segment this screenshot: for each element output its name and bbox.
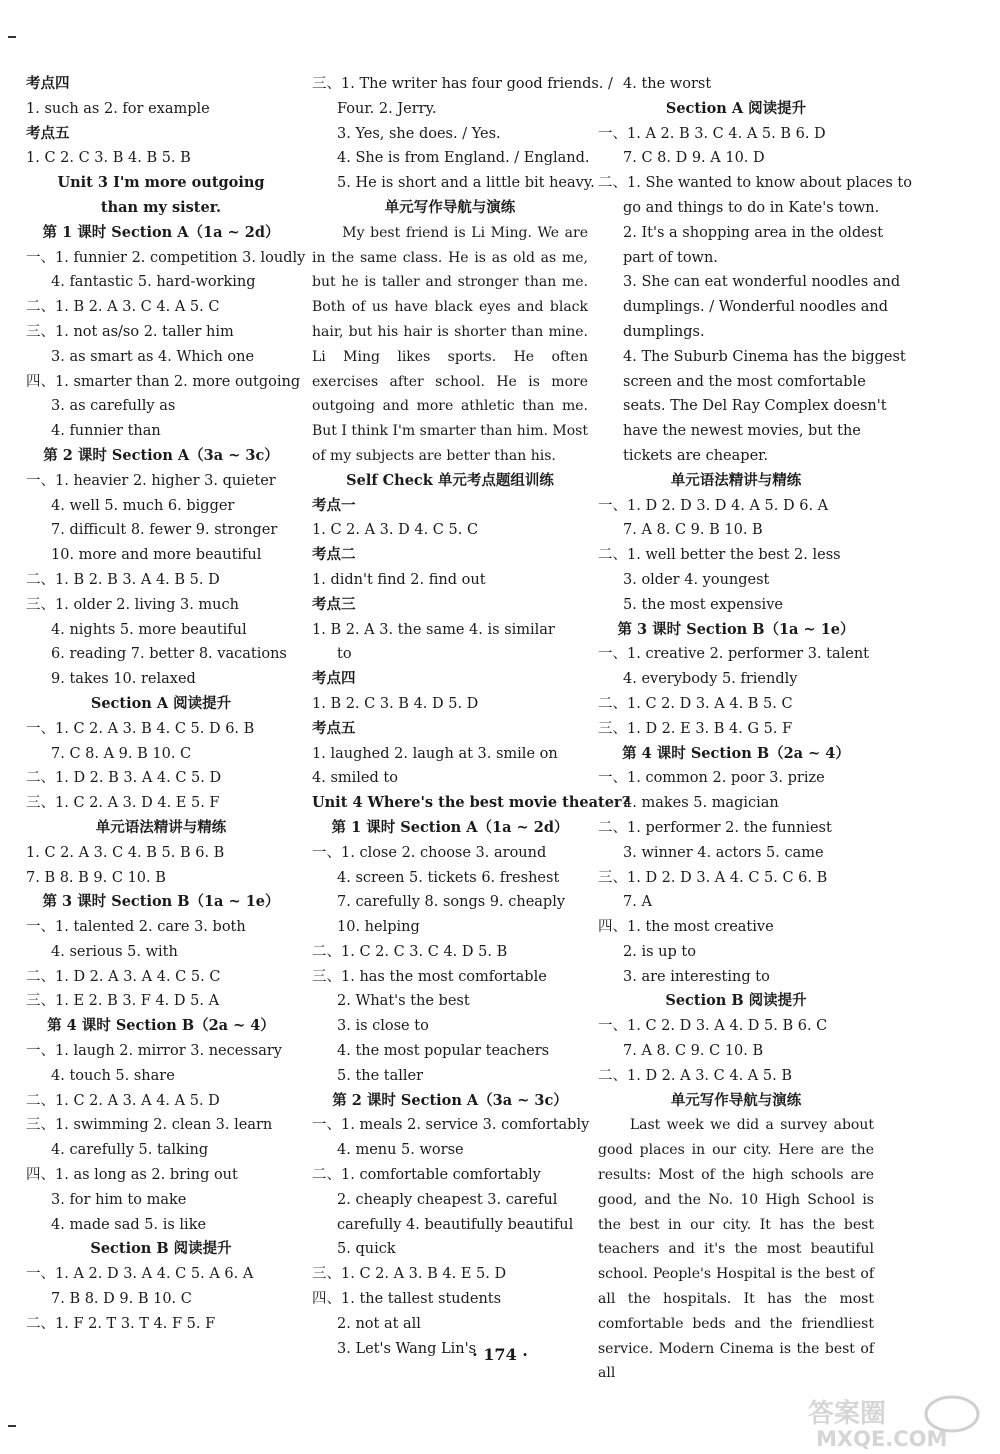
answer-line: 4. nights 5. more beautiful: [51, 621, 247, 638]
answer-line: 三、1. C 2. A 3. B 4. E 5. D: [312, 1266, 507, 1283]
answer-line: 三、1. older 2. living 3. much: [26, 596, 239, 613]
answer-line: 4. smiled to: [312, 770, 398, 787]
answer-line: 4. made sad 5. is like: [51, 1216, 207, 1233]
answer-line: 7. A: [623, 894, 652, 911]
section-heading: 考点五: [26, 124, 70, 142]
answer-line: 二、1. B 2. B 3. A 4. B 5. D: [26, 571, 220, 588]
section-heading: 考点四: [26, 75, 70, 92]
answer-line: 2. cheaply cheapest 3. careful: [337, 1191, 558, 1208]
answer-line: 三、1. not as/so 2. taller him: [26, 323, 234, 340]
answer-line: 一、1. heavier 2. higher 3. quieter: [26, 472, 276, 489]
answer-line: 5. He is short and a little bit heavy.: [337, 175, 595, 192]
answer-line: 四、1. the most creative: [598, 919, 774, 936]
answer-line: 4. the most popular teachers: [337, 1043, 550, 1060]
answer-line: Four. 2. Jerry.: [337, 100, 437, 117]
middle-column: [312, 72, 631, 1361]
answer-line: 二、1. well better the best 2. less: [598, 547, 841, 564]
answer-line: 1. C 2. A 3. C 4. B 5. B 6. B: [26, 844, 225, 861]
answer-line: carefully 4. beautifully beautiful: [337, 1216, 574, 1233]
answer-line: 7. A 8. C 9. B 10. B: [623, 522, 763, 539]
answer-line: seats. The Del Ray Complex doesn't: [623, 398, 887, 415]
answer-line: 3. Yes, she does. / Yes.: [337, 125, 501, 142]
section-heading: 第 3 课时 Section B（1a ~ 1e）: [42, 893, 280, 911]
answer-line: 1. C 2. C 3. B 4. B 5. B: [26, 150, 191, 167]
answer-line: 一、1. C 2. A 3. B 4. C 5. D 6. B: [26, 720, 255, 737]
answer-line: 二、1. D 2. A 3. C 4. A 5. B: [598, 1067, 792, 1084]
section-heading: 第 1 课时 Section A（1a ~ 2d）: [331, 818, 569, 836]
page-number: · 174 ·: [472, 1345, 528, 1364]
answer-line: 3. as smart as 4. Which one: [51, 348, 255, 365]
answer-line: 4. She is from England. / England.: [337, 150, 590, 167]
answer-line: 一、1. A 2. D 3. A 4. C 5. A 6. A: [26, 1266, 254, 1283]
answer-line: 二、1. B 2. A 3. C 4. A 5. C: [26, 299, 220, 316]
answer-line: 1. didn't find 2. find out: [312, 571, 486, 588]
section-heading: Unit 3 I'm more outgoing: [57, 174, 265, 192]
answer-line: 一、1. creative 2. performer 3. talent: [598, 646, 870, 663]
answer-line: 一、1. close 2. choose 3. around: [312, 844, 547, 861]
answer-line: 一、1. funnier 2. competition 3. loudly: [26, 249, 306, 266]
answer-line: 3. older 4. youngest: [623, 571, 770, 588]
answer-line: to: [337, 646, 352, 663]
answer-line: 4. carefully 5. talking: [51, 1142, 209, 1159]
answer-line: 7. C 8. A 9. B 10. C: [51, 745, 192, 762]
section-heading: 考点四: [312, 670, 356, 688]
section-heading: 考点二: [312, 546, 356, 564]
section-heading: Unit 4 Where's the best movie theater?: [312, 794, 631, 812]
answer-line: 3. for him to make: [51, 1191, 187, 1208]
answer-line: 3. winner 4. actors 5. came: [623, 844, 824, 861]
essay-paragraph: Last week we did a survey about good places in our city. Here are the results: Most of the high schools are good, and the No. 10 High School is the best in our city. It has the best teachers and it's the most beautiful school. People's Hospital is the best of all the hospitals. It has the most comfortable beds and the friendliest service. Modern Cinema is the best of all: [598, 1117, 874, 1382]
answer-line: 6. reading 7. better 8. vacations: [51, 646, 287, 663]
answer-line: 二、1. performer 2. the funniest: [598, 819, 832, 836]
answer-line: 三、1. swimming 2. clean 3. learn: [26, 1117, 273, 1134]
answer-line: dumplings. / Wonderful noodles and: [623, 299, 889, 316]
answer-line: 1. B 2. A 3. the same 4. is similar: [312, 621, 555, 638]
answer-line: 4. serious 5. with: [51, 943, 178, 960]
answer-line: 2. It's a shopping area in the oldest: [623, 224, 884, 241]
section-heading: Section B 阅读提升: [90, 1240, 232, 1258]
section-heading: 考点三: [312, 595, 356, 613]
watermark-text: 答案圈: [808, 1399, 887, 1429]
answer-line: 1. C 2. A 3. D 4. C 5. C: [312, 522, 479, 539]
section-heading: Section A 阅读提升: [90, 694, 232, 712]
answer-line: 二、1. D 2. A 3. A 4. C 5. C: [26, 968, 221, 985]
section-heading: Section B 阅读提升: [665, 992, 807, 1010]
answer-line: 2. is up to: [623, 943, 696, 960]
answer-line: 三、1. D 2. D 3. A 4. C 5. C 6. B: [598, 869, 828, 886]
section-heading: 第 3 课时 Section B（1a ~ 1e）: [617, 620, 855, 638]
answer-line: 9. takes 10. relaxed: [51, 671, 196, 688]
section-heading: 单元写作导航与演练: [384, 198, 516, 216]
section-heading: Self Check 单元考点题组训练: [346, 471, 554, 489]
answer-line: 三、1. E 2. B 3. F 4. D 5. A: [26, 993, 220, 1010]
right-column: [598, 72, 912, 1386]
section-heading: 考点五: [312, 719, 356, 737]
section-heading: 第 2 课时 Section A（3a ~ 3c）: [43, 446, 279, 464]
section-heading: 单元语法精讲与精练: [670, 471, 802, 489]
answer-line: 1. such as 2. for example: [26, 100, 210, 117]
answer-line: 5. the most expensive: [623, 596, 783, 613]
answer-line: 4. well 5. much 6. bigger: [51, 497, 235, 514]
answer-line: 5. the taller: [337, 1067, 424, 1084]
answer-line: 4. The Suburb Cinema has the biggest: [623, 348, 906, 365]
watermark-logo: [802, 1394, 992, 1450]
answer-line: part of town.: [623, 249, 718, 266]
answer-line: 一、1. talented 2. care 3. both: [26, 919, 246, 936]
section-heading: 考点一: [312, 496, 356, 514]
edge-mark: [8, 36, 16, 38]
answer-line: dumplings.: [623, 323, 705, 340]
answer-line: 四、1. as long as 2. bring out: [26, 1167, 238, 1184]
answer-line: 二、1. D 2. B 3. A 4. C 5. D: [26, 770, 222, 787]
section-heading: Section A 阅读提升: [665, 99, 807, 117]
answer-line: 7. B 8. B 9. C 10. B: [26, 869, 166, 886]
answer-line: 三、1. D 2. E 3. B 4. G 5. F: [598, 720, 793, 737]
answer-line: 4. the worst: [623, 76, 712, 92]
watermark-url: MXQE.COM: [816, 1427, 948, 1451]
answer-line: 10. helping: [337, 919, 420, 936]
answer-line: 二、1. She wanted to know about places to: [598, 175, 912, 192]
answer-line: 四、1. the tallest students: [312, 1291, 502, 1308]
answer-line: 10. more and more beautiful: [51, 547, 262, 564]
answer-line: 二、1. C 2. A 3. A 4. A 5. D: [26, 1092, 220, 1109]
answer-line: 二、1. F 2. T 3. T 4. F 5. F: [26, 1315, 216, 1332]
answer-line: 4. menu 5. worse: [337, 1142, 464, 1159]
answer-line: 2. not at all: [337, 1315, 421, 1332]
answer-line: 一、1. meals 2. service 3. comfortably: [312, 1117, 590, 1134]
section-heading: 第 2 课时 Section A（3a ~ 3c）: [332, 1091, 568, 1109]
answer-line: 1. laughed 2. laugh at 3. smile on: [312, 745, 558, 762]
section-heading: 第 4 课时 Section B（2a ~ 4）: [47, 1017, 275, 1035]
section-heading: 第 1 课时 Section A（1a ~ 2d）: [42, 223, 280, 241]
answer-line: 4. makes 5. magician: [623, 795, 779, 812]
answer-line: 二、1. C 2. D 3. A 4. B 5. C: [598, 695, 793, 712]
answer-line: 3. She can eat wonderful noodles and: [623, 274, 901, 291]
answer-line: 7. B 8. D 9. B 10. C: [51, 1291, 192, 1308]
answer-line: 3. is close to: [337, 1018, 429, 1035]
answer-line: 一、1. laugh 2. mirror 3. necessary: [26, 1043, 282, 1060]
answer-line: 1. B 2. C 3. B 4. D 5. D: [312, 695, 479, 712]
answer-line: 三、1. The writer has four good friends. /: [312, 76, 613, 92]
answer-line: tickets are cheaper.: [623, 447, 769, 464]
section-heading: 单元写作导航与演练: [670, 1091, 802, 1109]
answer-line: 3. are interesting to: [623, 968, 770, 985]
answer-line: 一、1. A 2. B 3. C 4. A 5. B 6. D: [598, 125, 826, 142]
answer-line: screen and the most comfortable: [623, 373, 866, 390]
answer-line: 7. difficult 8. fewer 9. stronger: [51, 522, 278, 539]
answer-line: 四、1. smarter than 2. more outgoing: [26, 373, 301, 390]
left-column: [26, 72, 306, 1337]
answer-line: 7. carefully 8. songs 9. cheaply: [337, 894, 566, 911]
answer-line: 4. fantastic 5. hard-working: [51, 274, 256, 291]
answer-line: 5. quick: [337, 1241, 396, 1258]
section-heading: 单元语法精讲与精练: [95, 818, 227, 836]
answer-line: 4. funnier than: [51, 423, 161, 440]
answer-line: 4. screen 5. tickets 6. freshest: [337, 869, 560, 886]
answer-line: have the newest movies, but the: [623, 423, 861, 440]
section-heading: 第 4 课时 Section B（2a ~ 4）: [622, 744, 850, 762]
answer-line: 4. everybody 5. friendly: [623, 671, 798, 688]
answer-line: 一、1. common 2. poor 3. prize: [598, 770, 825, 787]
answer-line: 一、1. D 2. D 3. D 4. A 5. D 6. A: [598, 497, 829, 514]
answer-line: 一、1. C 2. D 3. A 4. D 5. B 6. C: [598, 1018, 828, 1035]
answer-line: 3. Let's Wang Lin's: [337, 1340, 477, 1357]
answer-line: 三、1. C 2. A 3. D 4. E 5. F: [26, 795, 220, 812]
answer-line: 2. What's the best: [337, 993, 470, 1010]
essay-paragraph: My best friend is Li Ming. We are in the same class. He is as old as me, but he is taller and stronger than me. Both of us have black eyes and black hair, but his hair is shorter than mine. Li Ming likes sports. He often exercises after school. He is more outgoing and more athletic than me. But I think I'm smarter than him. Most of my subjects are better than his.: [312, 224, 588, 464]
section-heading: than my sister.: [100, 198, 222, 216]
answer-line: 三、1. has the most comfortable: [312, 968, 547, 985]
answer-line: 二、1. comfortable comfortably: [312, 1167, 541, 1184]
answer-line: 7. C 8. D 9. A 10. D: [623, 150, 765, 167]
answer-line: 4. touch 5. share: [51, 1067, 175, 1084]
edge-mark: [8, 1425, 16, 1427]
answer-line: 7. A 8. C 9. C 10. B: [623, 1043, 764, 1060]
answer-line: go and things to do in Kate's town.: [623, 199, 880, 216]
answer-line: 二、1. C 2. C 3. C 4. D 5. B: [312, 943, 508, 960]
answer-line: 3. as carefully as: [51, 398, 176, 415]
